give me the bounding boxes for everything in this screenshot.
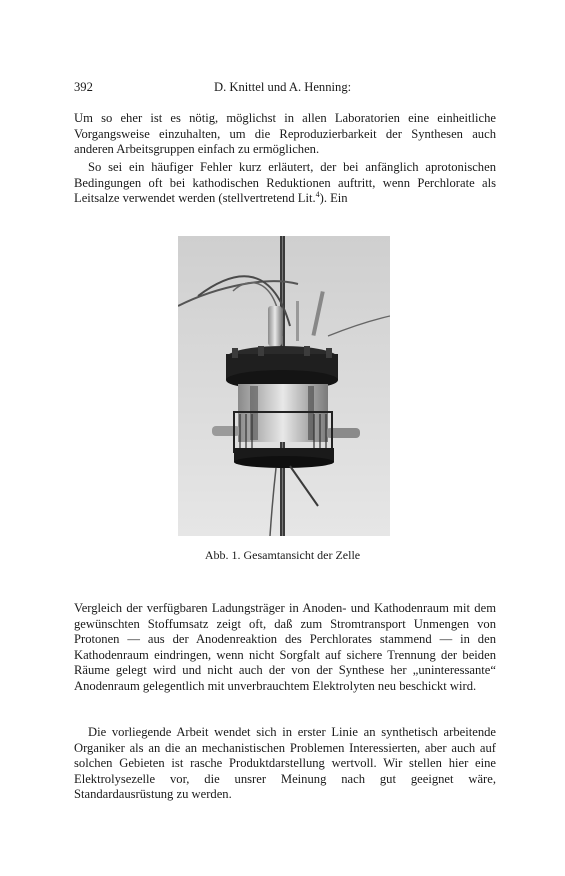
paragraph-2 (74, 160, 496, 207)
paragraph-1: Um so eher ist es nötig, möglichst in allen Laboratorien eine einheitliche Vorgangsweise einzuhalten, um die Reproduzierbarkeit der Synthesen auch anderen Arbeitsgruppen einfach zu ermöglichen. (74, 111, 496, 157)
figure-caption: Abb. 1. Gesamtansicht der Zelle (204, 548, 361, 562)
page-number: 392 (74, 80, 93, 94)
electrolysis-cell-photo (178, 236, 390, 536)
paragraph-2-text: So sei ein häufiger Fehler kurz erläutert, der bei anfänglich aprotonischen Bedingungen oft bei kathodischen Reduktionen auftritt, wenn Perchlorate als Leitsalze verwendet werden (stellvertretend Lit. (74, 160, 496, 206)
running-head: D. Knittel und A. Henning: (214, 80, 352, 94)
paragraph-4: Die vorliegende Arbeit wendet sich in erster Linie an synthetisch arbeitende Organiker als an die an mechanistischen Problemen Interessierten, aber auch auf solchen Gebieten ist rasche Produktdarstellung wertvoll. Wir stellen hier eine Elektrolysezelle vor, die unsrer Meinung nach gut geeignet wäre, Standardausrüstung zu werden. (74, 725, 496, 802)
paragraph-3: Vergleich der verfügbaren Ladungsträger in Anoden- und Kathodenraum mit dem gewünschten Stoffumsatz zeigt oft, daß zum Stromtransport Unmengen von Protonen — aus der Anodenreaktion des Perchlorates stammend — in den Kathodenraum eindringen, wenn nicht Sorgfalt auf sichere Trennung der beiden Räume gelegt wird und nicht auch der von der Synthese her „uninteressante“ Anodenraum gelegentlich mit unverbrauchtem Elektrolyten neu beschickt wird. (74, 601, 496, 693)
citation-ref: 4 (315, 190, 320, 199)
paragraph-2-tail: ). Ein (319, 191, 348, 206)
figure-photo (178, 236, 390, 536)
